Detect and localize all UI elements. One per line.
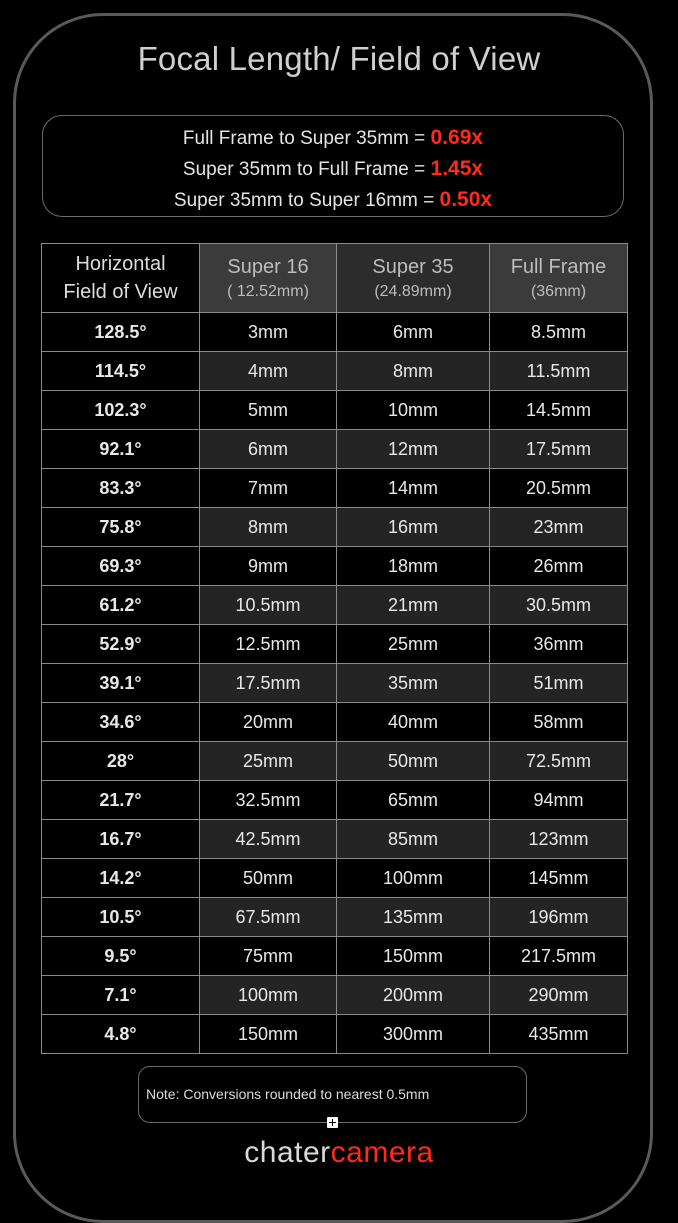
cell-super35-focal: 150mm xyxy=(337,937,490,976)
cell-fov-angle: 16.7° xyxy=(42,820,200,859)
table-row xyxy=(42,313,628,352)
cell-super16-focal: 9mm xyxy=(200,547,337,586)
table-row xyxy=(42,508,628,547)
cell-fov-angle: 21.7° xyxy=(42,781,200,820)
cell-super35-focal: 35mm xyxy=(337,664,490,703)
cell-full-frame-focal: 217.5mm xyxy=(490,937,628,976)
cell-fov-angle: 7.1° xyxy=(42,976,200,1015)
table-row xyxy=(42,976,628,1015)
cell-super16-focal: 25mm xyxy=(200,742,337,781)
table-row xyxy=(42,586,628,625)
cell-full-frame-focal: 123mm xyxy=(490,820,628,859)
cell-fov-angle: 102.3° xyxy=(42,391,200,430)
cell-super16-focal: 3mm xyxy=(200,313,337,352)
cell-super16-focal: 5mm xyxy=(200,391,337,430)
header-super16 xyxy=(200,244,337,313)
cell-full-frame-focal: 51mm xyxy=(490,664,628,703)
cell-super16-focal: 67.5mm xyxy=(200,898,337,937)
cell-full-frame-focal: 72.5mm xyxy=(490,742,628,781)
cell-super35-focal: 85mm xyxy=(337,820,490,859)
plus-icon[interactable] xyxy=(327,1117,338,1128)
cell-super16-focal: 32.5mm xyxy=(200,781,337,820)
cell-full-frame-focal: 26mm xyxy=(490,547,628,586)
header-full-frame-width: (36mm) xyxy=(530,283,587,300)
cell-full-frame-focal: 17.5mm xyxy=(490,430,628,469)
header-super35-name: Super 35 xyxy=(372,256,454,278)
focal-length-table xyxy=(41,243,628,1054)
conversion-label: Full Frame to Super 35mm = xyxy=(182,128,431,149)
table-row xyxy=(42,703,628,742)
table-row xyxy=(42,352,628,391)
table-row xyxy=(42,820,628,859)
cell-fov-angle: 52.9° xyxy=(42,625,200,664)
table-row xyxy=(42,391,628,430)
conversion-factors-panel xyxy=(42,115,624,217)
cell-super35-focal: 14mm xyxy=(337,469,490,508)
cell-fov-angle: 83.3° xyxy=(42,469,200,508)
rounding-note: Note: Conversions rounded to nearest 0.5mm xyxy=(138,1066,527,1123)
table-body xyxy=(42,313,628,1054)
brand-logo-part1: chater xyxy=(244,1136,331,1169)
cell-super16-focal: 50mm xyxy=(200,859,337,898)
header-full-frame xyxy=(490,244,628,313)
cell-fov-angle: 114.5° xyxy=(42,352,200,391)
cell-super35-focal: 100mm xyxy=(337,859,490,898)
conversion-label: Super 35mm to Full Frame = xyxy=(182,159,431,180)
table-row xyxy=(42,937,628,976)
header-full-frame-name: Full Frame xyxy=(510,256,607,278)
table-row xyxy=(42,664,628,703)
cell-super16-focal: 4mm xyxy=(200,352,337,391)
cell-full-frame-focal: 11.5mm xyxy=(490,352,628,391)
cell-fov-angle: 34.6° xyxy=(42,703,200,742)
cell-fov-angle: 92.1° xyxy=(42,430,200,469)
cell-full-frame-focal: 290mm xyxy=(490,976,628,1015)
cell-full-frame-focal: 196mm xyxy=(490,898,628,937)
cell-full-frame-focal: 435mm xyxy=(490,1015,628,1054)
table-row xyxy=(42,430,628,469)
table-row xyxy=(42,547,628,586)
cell-full-frame-focal: 36mm xyxy=(490,625,628,664)
header-super16-name: Super 16 xyxy=(227,256,309,278)
brand-logo xyxy=(0,1136,678,1170)
brand-logo-part2: camera xyxy=(330,1136,434,1169)
cell-super16-focal: 75mm xyxy=(200,937,337,976)
conversion-value: 0.50x xyxy=(439,188,493,211)
cell-super35-focal: 200mm xyxy=(337,976,490,1015)
cell-super35-focal: 6mm xyxy=(337,313,490,352)
cell-fov-angle: 128.5° xyxy=(42,313,200,352)
table-row xyxy=(42,742,628,781)
cell-full-frame-focal: 20.5mm xyxy=(490,469,628,508)
cell-super16-focal: 6mm xyxy=(200,430,337,469)
cell-super16-focal: 150mm xyxy=(200,1015,337,1054)
cell-super35-focal: 21mm xyxy=(337,586,490,625)
cell-full-frame-focal: 23mm xyxy=(490,508,628,547)
cell-full-frame-focal: 30.5mm xyxy=(490,586,628,625)
cell-full-frame-focal: 145mm xyxy=(490,859,628,898)
cell-full-frame-focal: 14.5mm xyxy=(490,391,628,430)
cell-super35-focal: 12mm xyxy=(337,430,490,469)
cell-super35-focal: 18mm xyxy=(337,547,490,586)
conversion-value: 1.45x xyxy=(430,157,484,180)
cell-super16-focal: 100mm xyxy=(200,976,337,1015)
cell-super35-focal: 16mm xyxy=(337,508,490,547)
cell-fov-angle: 10.5° xyxy=(42,898,200,937)
cell-super35-focal: 135mm xyxy=(337,898,490,937)
header-hfov-line1: Horizontal xyxy=(75,253,166,275)
conversion-s35-to-ff xyxy=(43,153,623,184)
conversion-value: 0.69x xyxy=(430,126,484,149)
table-header-row xyxy=(42,244,628,313)
conversion-label: Super 35mm to Super 16mm = xyxy=(173,190,440,211)
conversion-ff-to-s35 xyxy=(43,122,623,153)
header-super35 xyxy=(337,244,490,313)
table-row xyxy=(42,859,628,898)
cell-super16-focal: 12.5mm xyxy=(200,625,337,664)
cell-super35-focal: 50mm xyxy=(337,742,490,781)
cell-super35-focal: 8mm xyxy=(337,352,490,391)
cell-super16-focal: 8mm xyxy=(200,508,337,547)
cell-super16-focal: 7mm xyxy=(200,469,337,508)
cell-full-frame-focal: 94mm xyxy=(490,781,628,820)
cell-super35-focal: 25mm xyxy=(337,625,490,664)
cell-fov-angle: 4.8° xyxy=(42,1015,200,1054)
cell-fov-angle: 75.8° xyxy=(42,508,200,547)
table-row xyxy=(42,625,628,664)
cell-fov-angle: 61.2° xyxy=(42,586,200,625)
cell-fov-angle: 14.2° xyxy=(42,859,200,898)
header-hfov-line2: Field of View xyxy=(63,281,178,303)
cell-fov-angle: 9.5° xyxy=(42,937,200,976)
table-row xyxy=(42,1015,628,1054)
cell-full-frame-focal: 58mm xyxy=(490,703,628,742)
conversion-s35-to-s16 xyxy=(43,184,623,215)
cell-super16-focal: 17.5mm xyxy=(200,664,337,703)
cell-super16-focal: 42.5mm xyxy=(200,820,337,859)
page-title: Focal Length/ Field of View xyxy=(137,40,541,77)
cell-super35-focal: 300mm xyxy=(337,1015,490,1054)
table-row xyxy=(42,781,628,820)
table-row xyxy=(42,469,628,508)
cell-super35-focal: 40mm xyxy=(337,703,490,742)
cell-fov-angle: 39.1° xyxy=(42,664,200,703)
header-super16-width: ( 12.52mm) xyxy=(227,283,309,300)
cell-super16-focal: 20mm xyxy=(200,703,337,742)
cell-fov-angle: 28° xyxy=(42,742,200,781)
header-horizontal-fov xyxy=(42,244,200,313)
cell-super16-focal: 10.5mm xyxy=(200,586,337,625)
cell-full-frame-focal: 8.5mm xyxy=(490,313,628,352)
header-super35-width: (24.89mm) xyxy=(374,283,452,300)
cell-super35-focal: 10mm xyxy=(337,391,490,430)
cell-fov-angle: 69.3° xyxy=(42,547,200,586)
cell-super35-focal: 65mm xyxy=(337,781,490,820)
table-row xyxy=(42,898,628,937)
